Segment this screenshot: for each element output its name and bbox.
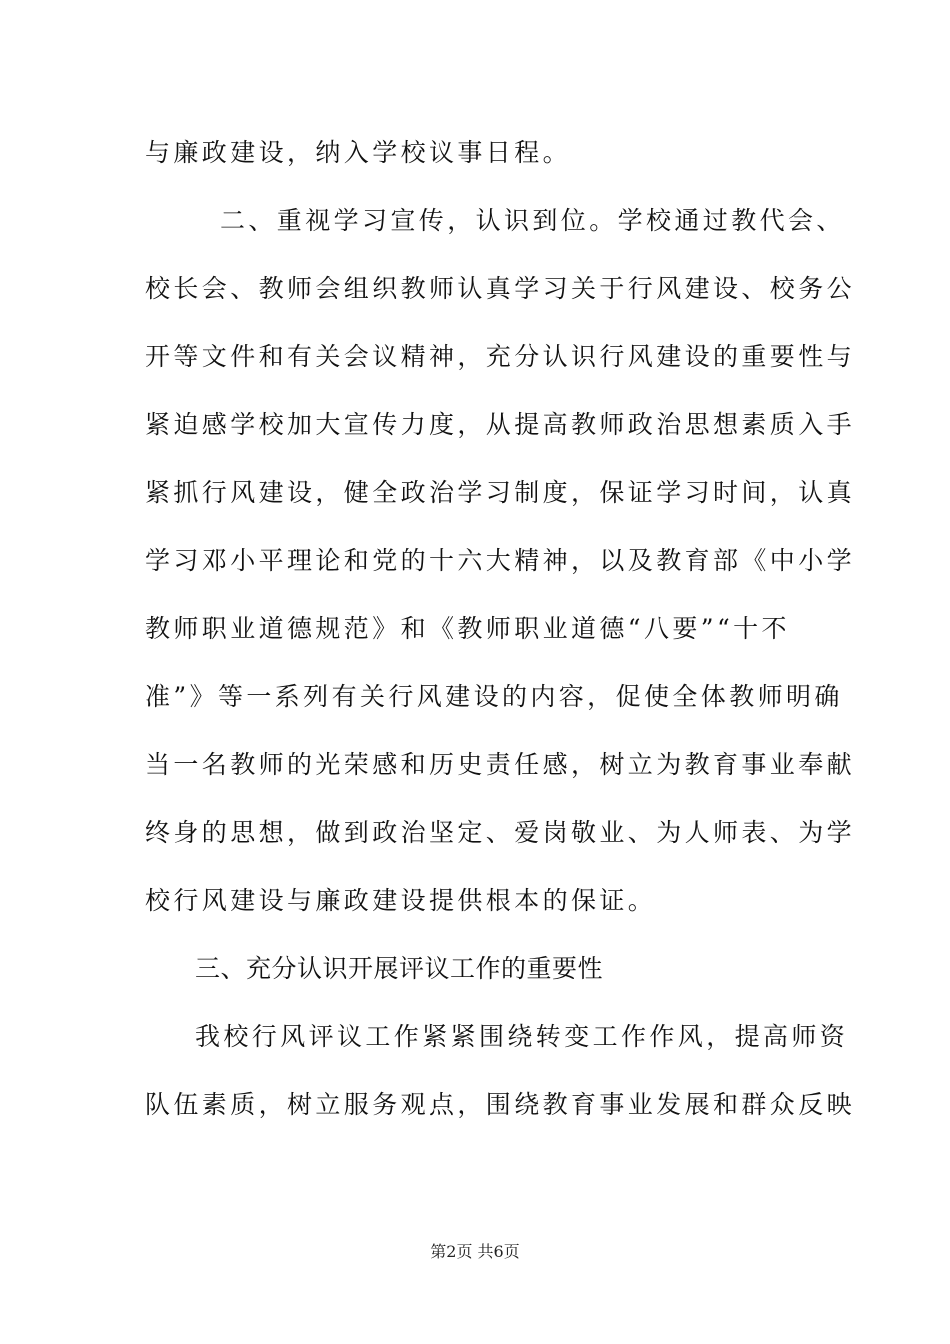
paragraph-line: 校行风建设与廉政建设提供根本的保证。 — [145, 886, 657, 915]
paragraph-line: 我校行风评议工作紧紧围绕转变工作作风，提高师资 — [195, 1022, 849, 1051]
paragraph-line: 学习邓小平理论和党的十六大精神，以及教育部《中小学 — [145, 546, 856, 575]
paragraph-line: 队伍素质，树立服务观点，围绕教育事业发展和群众反映 — [145, 1090, 856, 1119]
paragraph-line: 开等文件和有关会议精神，充分认识行风建设的重要性与 — [145, 342, 856, 371]
paragraph-line: 校长会、教师会组织教师认真学习关于行风建设、校务公 — [145, 274, 856, 303]
paragraph-line: 教师职业道德规范》和《教师职业道德“八要”“十不 — [145, 614, 790, 643]
section-heading: 三、充分认识开展评议工作的重要性 — [195, 954, 604, 983]
page-footer: 第2页 共6页 — [430, 1242, 520, 1261]
paragraph-line: 准”》等一系列有关行风建设的内容，促使全体教师明确 — [145, 682, 843, 711]
paragraph-line: 二、重视学习宣传，认识到位。学校通过教代会、 — [220, 206, 845, 235]
paragraph-line: 终身的思想，做到政治坚定、爱岗敬业、为人师表、为学 — [145, 818, 856, 847]
paragraph-line: 当一名教师的光荣感和历史责任感，树立为教育事业奉献 — [145, 750, 856, 779]
paragraph-line: 紧迫感学校加大宣传力度，从提高教师政治思想素质入手 — [145, 410, 856, 439]
paragraph-line: 与廉政建设，纳入学校议事日程。 — [145, 138, 572, 167]
paragraph-line: 紧抓行风建设，健全政治学习制度，保证学习时间，认真 — [145, 478, 856, 507]
